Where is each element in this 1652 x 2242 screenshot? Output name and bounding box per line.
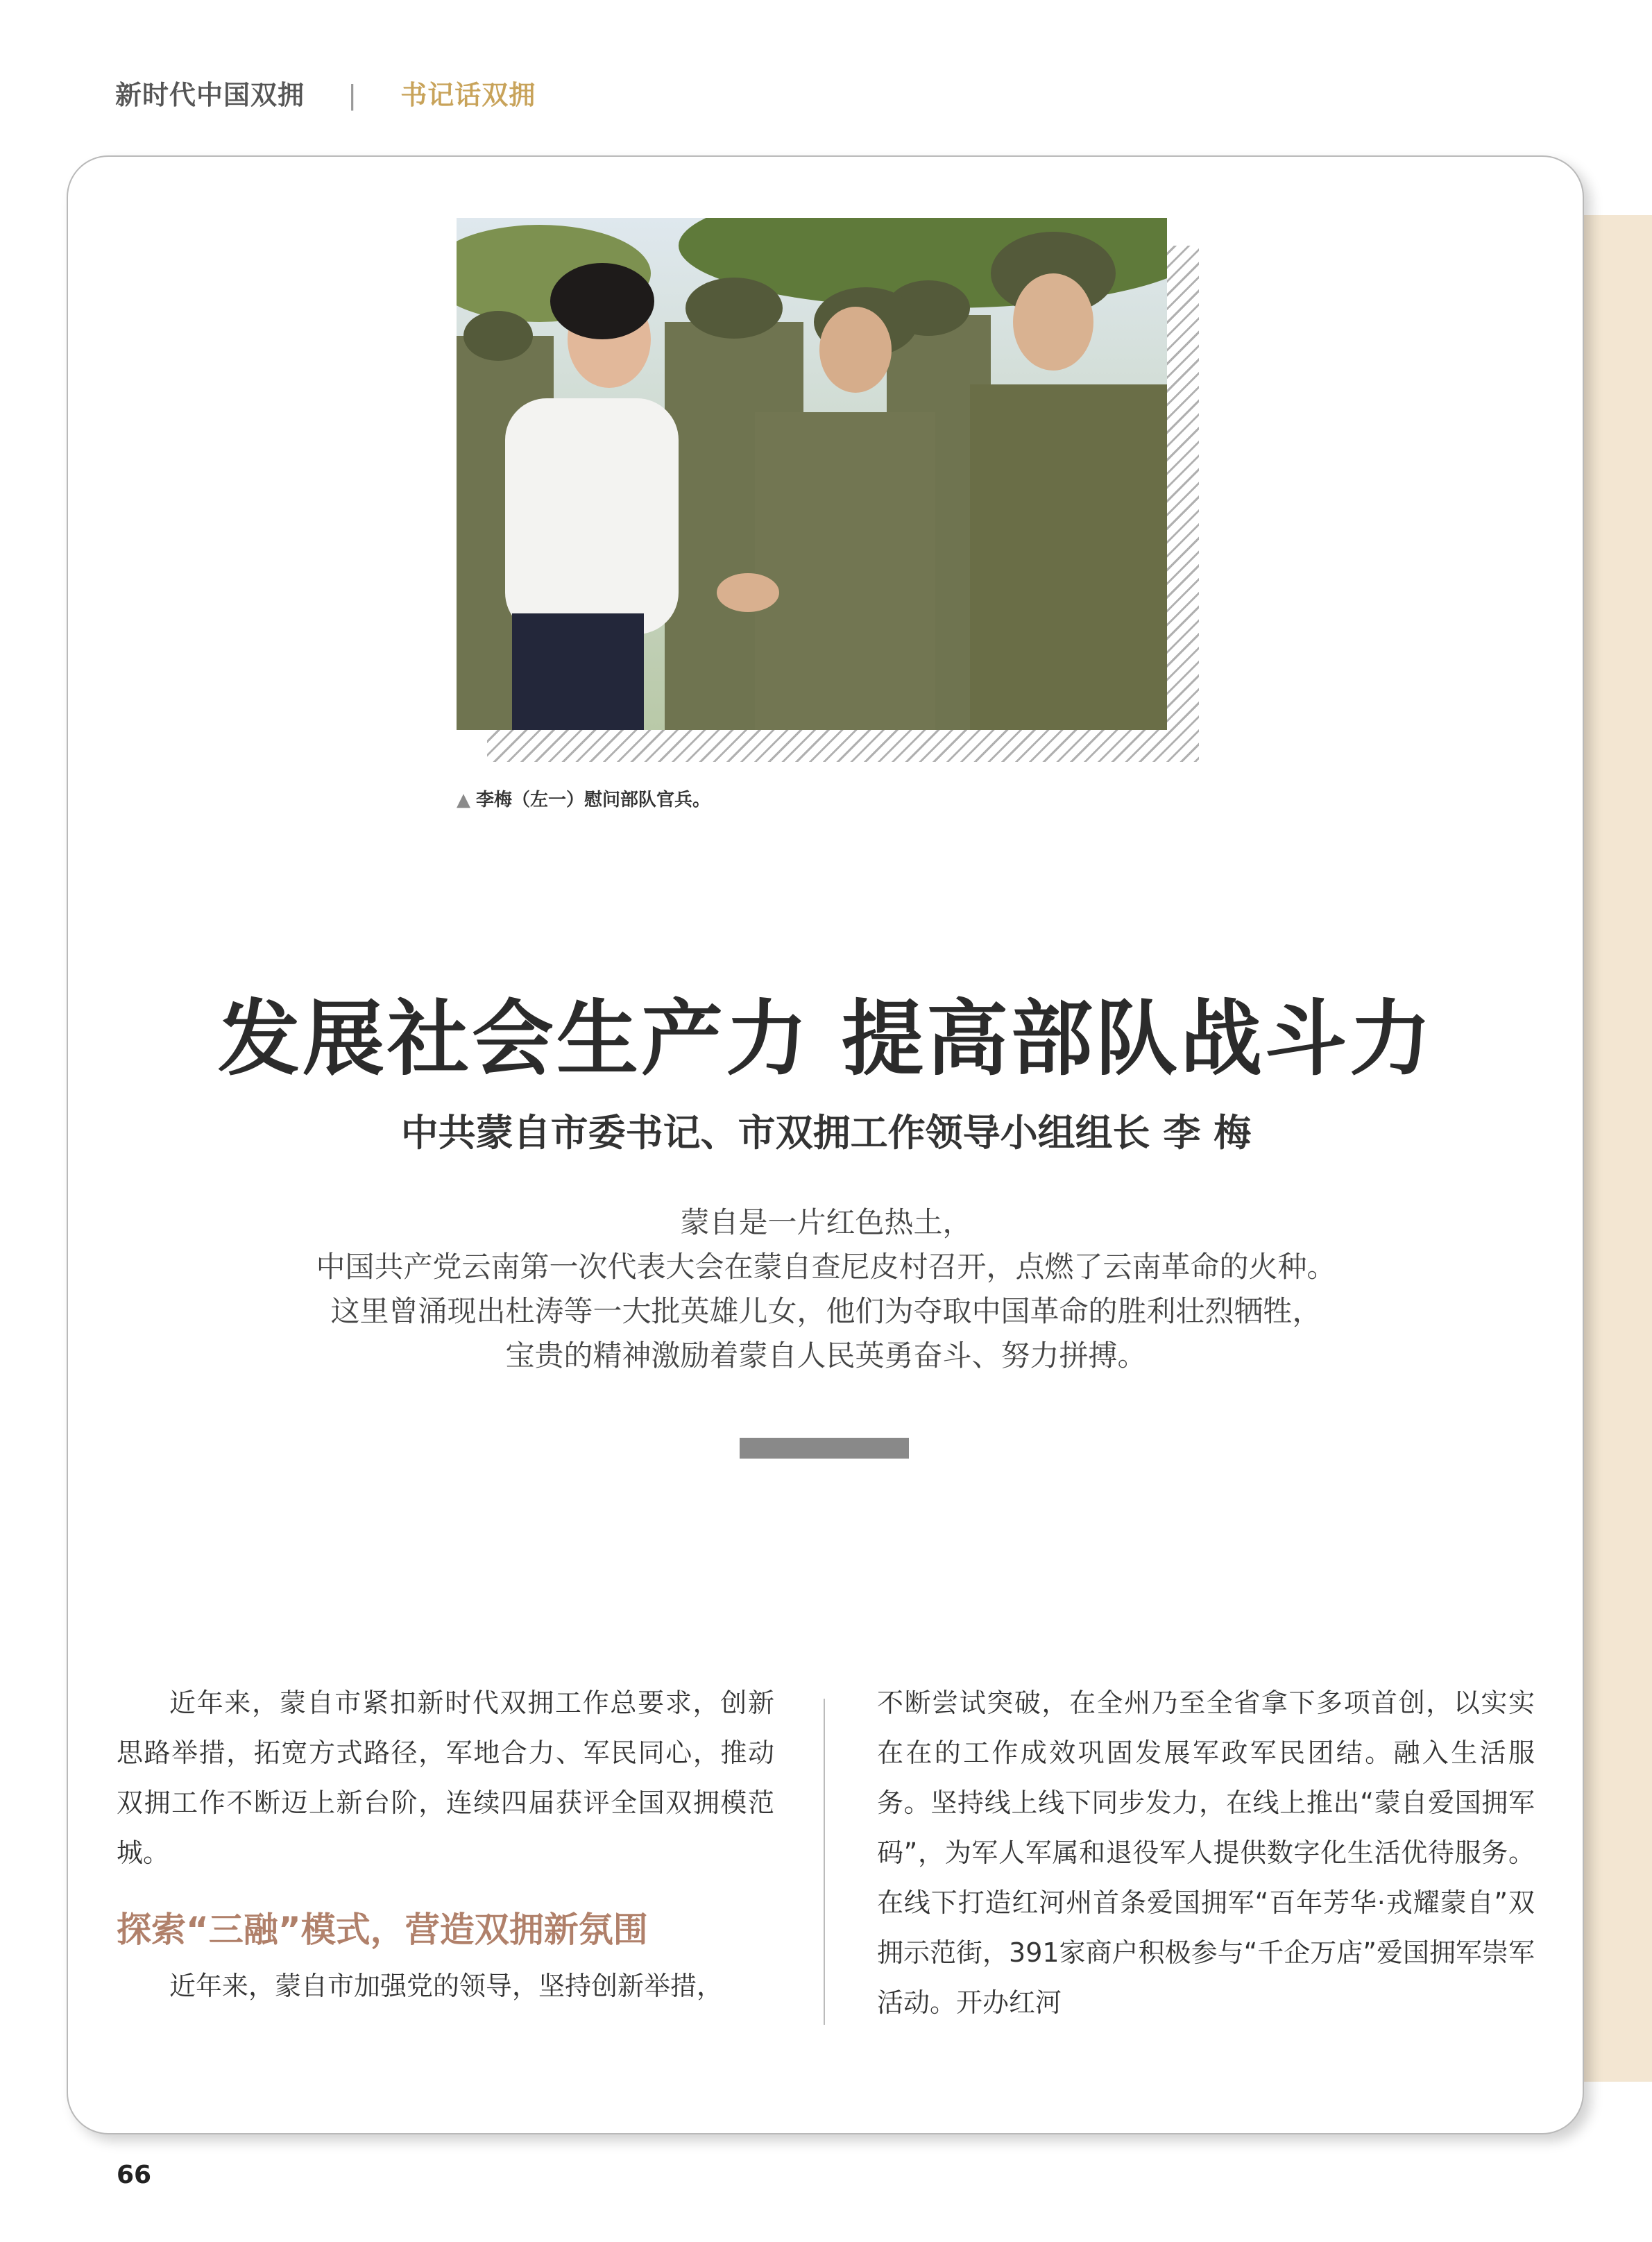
body-paragraph: 不断尝试突破，在全州乃至全省拿下多项首创，以实实在在的工作成效巩固发展军政军民团结。融入生活服务。坚持线上线下同步发力，在线上推出“蒙自爱国拥军码”，为军人军属和退役军人提供数字化生活优待服务。在线下打造红河州首条爱国拥军“百年芳华·戎耀蒙自”双拥示范街，391家商户积极参与“千企万店”爱国拥军崇军活动。开办红河 [877,1688,1535,2018]
intro-line: 蒙自是一片红色热土， [680,1205,972,1239]
body-column-right [877,1678,1535,2028]
section-heading: 探索“三融”模式，营造双拥新氛围 [117,1910,648,1950]
body-paragraph: 近年来，蒙自市紧扣新时代双拥工作总要求，创新思路举措，拓宽方式路径，军地合力、军民同心，推动双拥工作不断迈上新台阶，连续四届获评全国双拥模范城。 [117,1688,774,1868]
article-intro [0,1200,1652,1378]
article-title: 发展社会生产力 提高部队战斗力 [217,990,1435,1087]
caption-text: 李梅（左一）慰问部队官兵。 [476,790,711,810]
intro-line: 这里曾涌现出杜涛等一大批英雄儿女，他们为夺取中国革命的胜利壮烈牺牲， [330,1294,1322,1328]
article-photo [457,218,1167,730]
page-number: 66 [117,2161,152,2189]
body-paragraph: 近年来，蒙自市加强党的领导，坚持创新举措， [169,1971,724,2001]
section-divider [740,1438,909,1459]
article-byline: 中共蒙自市委书记、市双拥工作领导小组组长 李 梅 [400,1111,1252,1155]
intro-line: 中国共产党云南第一次代表大会在蒙自查尼皮村召开，点燃了云南革命的火种。 [316,1250,1336,1284]
intro-line: 宝贵的精神激励着蒙自人民英勇奋斗、努力拼搏。 [505,1339,1147,1373]
photo-caption [457,785,710,811]
body-column-left [117,1678,774,2011]
running-header [115,74,536,112]
photo-illustration [457,218,1167,730]
header-section: 新时代中国双拥 [115,80,305,110]
header-subsection: 书记话双拥 [400,80,536,110]
header-separator: | [348,80,358,110]
column-divider [824,1699,825,2025]
caption-arrow-icon: ▲ [457,790,470,810]
photo-frame [457,218,1199,762]
